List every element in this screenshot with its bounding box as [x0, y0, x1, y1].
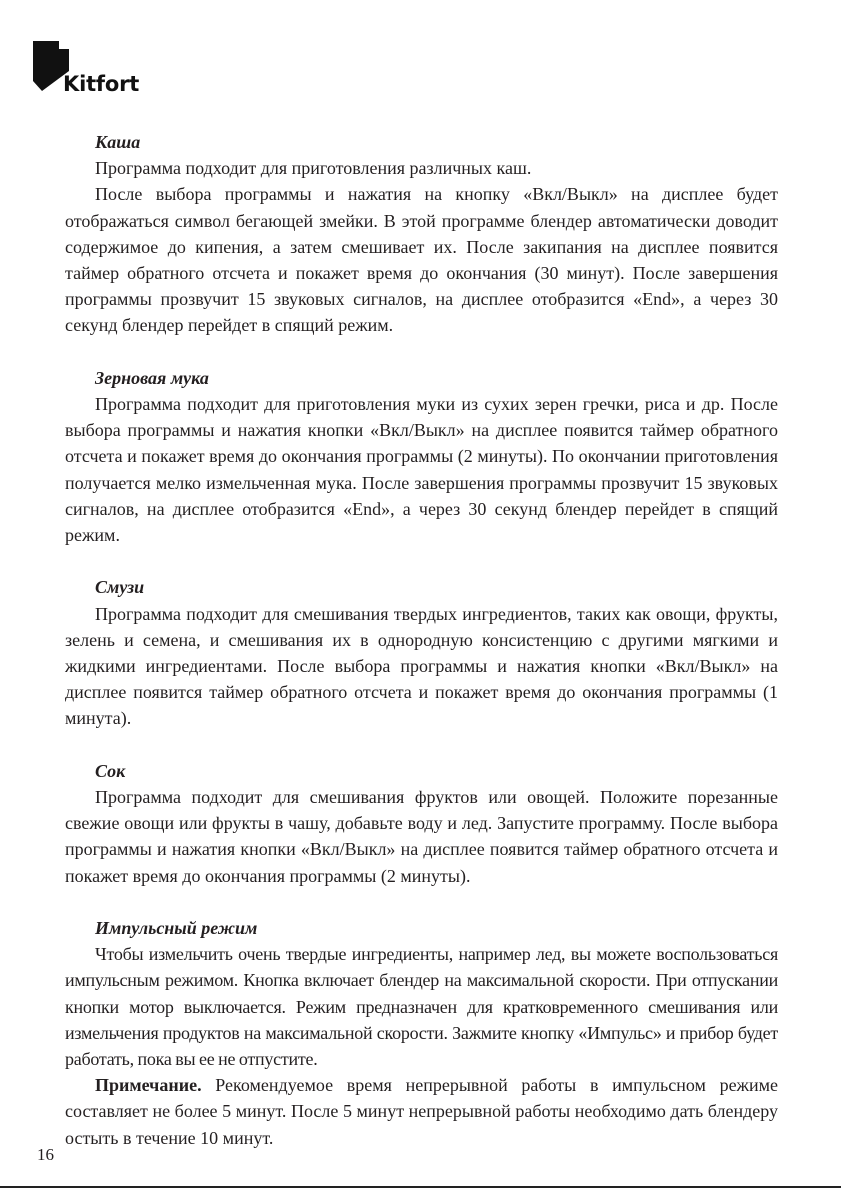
- section-grain-flour: [65, 365, 778, 548]
- paragraph: Программа подходит для приготовления различных каш.: [95, 158, 532, 179]
- section-heading: Сок: [95, 760, 126, 781]
- paragraph: Чтобы измельчить очень твердые ингредиенты, например лед, вы можете воспользоваться импульсным режимом. Кнопка включает блендер на максимальной скорости. При отпускании кнопки мотор выключается. Режим предназначен для кратковременного смешивания или измельчения продуктов на максимальной скорости. Зажмите кнопку «Импульс» и прибор будет работать, пока вы ее не отпустите.: [65, 944, 778, 1070]
- section-heading: Импульсный режим: [95, 918, 258, 939]
- section-heading: Зерновая мука: [95, 367, 209, 388]
- section-smoothie: [65, 574, 778, 731]
- section-kasha: [65, 129, 778, 339]
- section-pulse-mode: [65, 915, 778, 1151]
- paragraph: Программа подходит для смешивания твердых ингредиентов, таких как овощи, фрукты, зелень и семена, и смешивания их в однородную консистенцию с другими мягкими и жидкими ингредиентами. После выбора программы и нажатия кнопки «Вкл/Выкл» на дисплее появится таймер обратного отсчета и покажет время до окончания программы (1 минута).: [65, 603, 778, 729]
- brand-logo: [33, 41, 153, 101]
- section-juice: [65, 758, 778, 889]
- page-number: 16: [37, 1145, 54, 1164]
- note-text: Рекомендуемое время непрерывной работы в импульсном режиме составляет не более 5 минут. После 5 минут непрерывной работы необходимо дать блендеру остыть в течение 10 минут.: [65, 1075, 779, 1148]
- document-body: [65, 129, 778, 1151]
- brand-name: Kitfort: [63, 72, 140, 96]
- note-label: Примечание.: [95, 1075, 202, 1096]
- section-heading: Смузи: [95, 577, 145, 598]
- section-heading: Каша: [95, 132, 141, 152]
- paragraph: После выбора программы и нажатия на кнопку «Вкл/Выкл» на дисплее будет отображаться символ бегающей змейки. В этой программе блендер автоматически доводит содержимое до кипения, а затем смешивает их. После закипания на дисплее появится таймер обратного отсчета и покажет время до окончания (30 минут). После завершения программы прозвучит 15 звуковых сигналов, на дисплее отобразится «End», а через 30 секунд блендер перейдет в спящий режим.: [65, 184, 778, 336]
- footer-divider: [0, 1186, 841, 1188]
- paragraph: Программа подходит для приготовления муки из сухих зерен гречки, риса и др. После выбора программы и нажатия кнопки «Вкл/Выкл» на дисплее появится таймер обратного отсчета и покажет время до окончания программы (2 минуты). По окончании приготовления получается мелко измельченная мука. После завершения программы прозвучит 15 звуковых сигналов, на дисплее отобразится «End», а через 30 секунд блендер перейдет в спящий режим.: [65, 394, 778, 546]
- note-paragraph: [65, 1072, 778, 1151]
- paragraph: Программа подходит для смешивания фруктов или овощей. Положите порезанные свежие овощи или фрукты в чашу, добавьте воду и лед. Запустите программу. После выбора программы и нажатия кнопки «Вкл/Выкл» на дисплее появится таймер обратного отсчета и покажет время до окончания программы (2 минуты).: [65, 787, 778, 886]
